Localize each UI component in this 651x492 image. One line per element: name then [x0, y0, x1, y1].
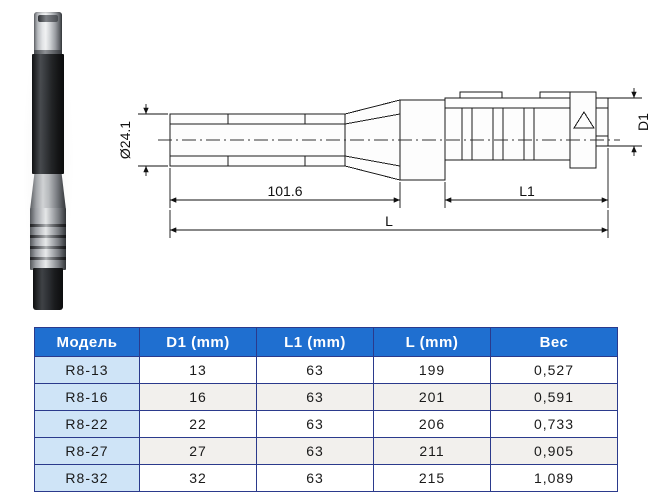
specification-table [34, 327, 618, 492]
tool-illustration [26, 12, 70, 308]
table-row [35, 438, 618, 465]
cell-model: R8-32 [35, 465, 140, 492]
dim-l1-label: L1 [519, 183, 535, 199]
cell-model: R8-16 [35, 384, 140, 411]
photo-taper-section [30, 174, 66, 210]
cell-l: 201 [374, 384, 491, 411]
cell-l: 211 [374, 438, 491, 465]
cell-d1: 27 [140, 438, 257, 465]
cell-model: R8-27 [35, 438, 140, 465]
photo-bottom-cap [33, 268, 63, 310]
cell-l: 199 [374, 357, 491, 384]
table-header-model: Модель [35, 328, 140, 357]
cell-l: 206 [374, 411, 491, 438]
cell-model: R8-22 [35, 411, 140, 438]
table-header-d1: D1 (mm) [140, 328, 257, 357]
cell-l1: 63 [257, 357, 374, 384]
dim-l-label: L [385, 213, 393, 229]
cell-d1: 22 [140, 411, 257, 438]
photo-groove-1 [30, 224, 66, 227]
photo-collet-nut [34, 12, 62, 54]
technical-drawing [100, 0, 651, 318]
cell-l1: 63 [257, 411, 374, 438]
table-row [35, 411, 618, 438]
table-row [35, 357, 618, 384]
photo-groove-3 [30, 246, 66, 249]
photo-groove-2 [30, 235, 66, 238]
cell-weight: 0,591 [491, 384, 618, 411]
cell-d1: 16 [140, 384, 257, 411]
photo-groove-4 [30, 257, 66, 260]
cell-d1: 32 [140, 465, 257, 492]
table-header-row [35, 328, 618, 357]
cell-l1: 63 [257, 465, 374, 492]
cell-l1: 63 [257, 384, 374, 411]
dim-diameter-label: Ø24.1 [117, 120, 133, 160]
photo-black-shank [32, 54, 64, 174]
table-row [35, 384, 618, 411]
table-header-l1: L1 (mm) [257, 328, 374, 357]
cell-weight: 0,527 [491, 357, 618, 384]
table-row [35, 465, 618, 492]
product-photo [0, 0, 96, 318]
photo-knurled-band [30, 208, 66, 270]
cell-model: R8-13 [35, 357, 140, 384]
cell-l1: 63 [257, 438, 374, 465]
table-header-l: L (mm) [374, 328, 491, 357]
cell-weight: 0,733 [491, 411, 618, 438]
cell-weight: 1,089 [491, 465, 618, 492]
dim-d1-label: D1 [635, 113, 651, 131]
cell-d1: 13 [140, 357, 257, 384]
cell-weight: 0,905 [491, 438, 618, 465]
table-header-weight: Вес [491, 328, 618, 357]
dim-101-6-label: 101.6 [267, 183, 303, 199]
cell-l: 215 [374, 465, 491, 492]
